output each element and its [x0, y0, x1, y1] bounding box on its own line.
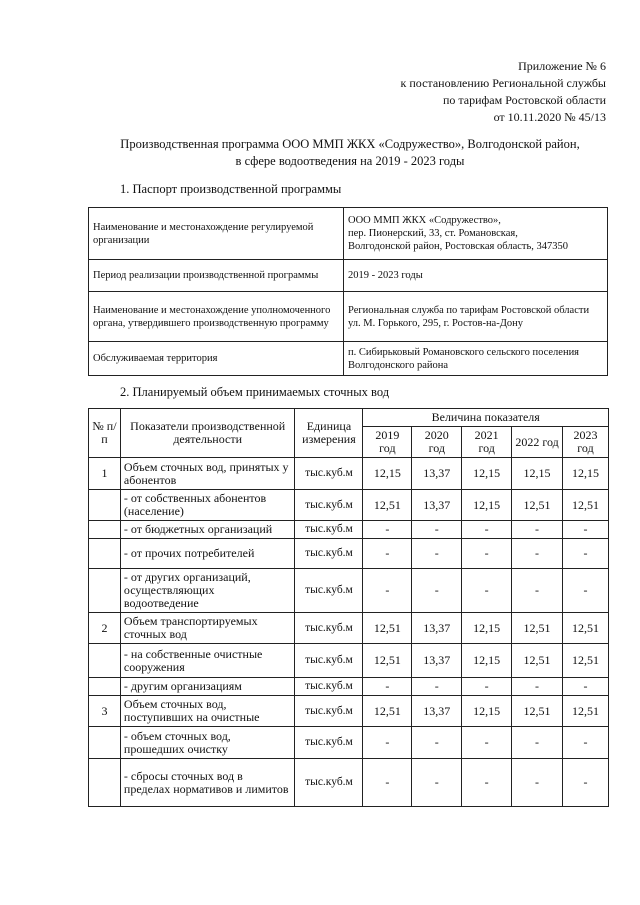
passport-value-line: ул. М. Горького, 295, г. Ростов-на-Дону — [348, 317, 523, 329]
passport-value-line: пер. Пионерский, 33, ст. Романовская, — [348, 228, 518, 239]
table-row — [89, 521, 609, 539]
row-indicator: - объем сточных вод, прошедших очистку — [120, 727, 295, 759]
row-value-2023: - — [563, 678, 609, 696]
row-indicator: - от других организаций, осуществляющих водоотведение — [120, 569, 295, 613]
row-value-2023: - — [563, 759, 609, 807]
passport-value-line: 2019 - 2023 годы — [348, 270, 423, 281]
row-number — [89, 521, 121, 539]
header-value-group: Величина показателя — [363, 409, 609, 427]
row-value-2022: - — [512, 521, 563, 539]
table-row — [89, 490, 609, 521]
row-value-2022: - — [512, 727, 563, 759]
header-number: № п/п — [89, 409, 121, 458]
header-year: 2022 год — [512, 427, 563, 458]
table-row — [89, 644, 609, 678]
row-value-2021: - — [462, 521, 512, 539]
row-value-2021: 12,15 — [462, 613, 512, 644]
row-value-2020: - — [412, 521, 462, 539]
row-number — [89, 539, 121, 569]
passport-row-period — [89, 260, 608, 292]
row-value-2023: - — [563, 539, 609, 569]
volume-table — [88, 408, 609, 807]
row-value-2023: 12,15 — [563, 458, 609, 490]
passport-table — [88, 207, 608, 376]
row-value-2020: 13,37 — [412, 696, 462, 727]
document-title — [60, 136, 640, 170]
header-year: 2020 год — [412, 427, 462, 458]
row-unit: тыс.куб.м — [295, 727, 363, 759]
header-year: 2021 год — [462, 427, 512, 458]
passport-value — [344, 342, 608, 376]
row-value-2020: - — [412, 727, 462, 759]
table-row — [89, 458, 609, 490]
header-row-1 — [89, 409, 609, 427]
appendix-date: от 10.11.2020 № 45/13 — [493, 110, 606, 124]
header-unit: Единица измерения — [295, 409, 363, 458]
document-title-line-1: Производственная программа ООО ММП ЖКХ «Содружество», Волгодонской район, — [120, 137, 580, 151]
row-value-2021: - — [462, 539, 512, 569]
table-row — [89, 613, 609, 644]
row-indicator: - сбросы сточных вод в пределах нормативов и лимитов — [120, 759, 295, 807]
row-indicator: Объем сточных вод, принятых у абонентов — [120, 458, 295, 490]
row-value-2019: - — [363, 727, 412, 759]
row-value-2022: - — [512, 678, 563, 696]
row-value-2021: - — [462, 569, 512, 613]
row-indicator: - от бюджетных организаций — [120, 521, 295, 539]
row-value-2019: - — [363, 569, 412, 613]
row-value-2023: 12,51 — [563, 490, 609, 521]
appendix-reference: к постановлению Региональной службы — [400, 76, 606, 90]
row-value-2021: 12,15 — [462, 696, 512, 727]
row-value-2020: - — [412, 678, 462, 696]
row-unit: тыс.куб.м — [295, 759, 363, 807]
row-value-2023: 12,51 — [563, 696, 609, 727]
header-year: 2023 год — [563, 427, 609, 458]
passport-row-organization — [89, 208, 608, 260]
row-number — [89, 727, 121, 759]
row-value-2023: - — [563, 727, 609, 759]
row-value-2021: 12,15 — [462, 490, 512, 521]
row-value-2019: 12,51 — [363, 644, 412, 678]
table-row — [89, 696, 609, 727]
passport-value-line: п. Сибирьковый Романовского сельского поселения Волгодонского района — [348, 346, 580, 371]
section-2-heading: 2. Планируемый объем принимаемых сточных вод — [120, 385, 390, 399]
table-row — [89, 678, 609, 696]
row-indicator: - на собственные очистные сооружения — [120, 644, 295, 678]
row-unit: тыс.куб.м — [295, 696, 363, 727]
row-number — [89, 678, 121, 696]
row-unit: тыс.куб.м — [295, 490, 363, 521]
row-value-2023: - — [563, 569, 609, 613]
row-value-2020: 13,37 — [412, 644, 462, 678]
passport-label: Наименование и местонахождение уполномоченного органа, утвердившего производственную программу — [89, 292, 344, 342]
row-value-2023: - — [563, 521, 609, 539]
row-indicator: Объем сточных вод, поступивших на очистные — [120, 696, 295, 727]
row-value-2019: - — [363, 521, 412, 539]
row-value-2019: - — [363, 759, 412, 807]
row-value-2020: 13,37 — [412, 458, 462, 490]
row-value-2022: 12,51 — [512, 613, 563, 644]
row-value-2022: 12,15 — [512, 458, 563, 490]
row-indicator: - от прочих потребителей — [120, 539, 295, 569]
row-unit: тыс.куб.м — [295, 458, 363, 490]
row-number: 1 — [89, 458, 121, 490]
row-value-2023: 12,51 — [563, 644, 609, 678]
row-value-2022: 12,51 — [512, 644, 563, 678]
row-value-2019: - — [363, 678, 412, 696]
header-indicator: Показатели производственной деятельности — [120, 409, 295, 458]
row-value-2020: - — [412, 759, 462, 807]
row-value-2022: 12,51 — [512, 696, 563, 727]
row-unit: тыс.куб.м — [295, 569, 363, 613]
row-value-2021: 12,15 — [462, 458, 512, 490]
passport-value-line: Волгодонской район, Ростовская область, 347350 — [348, 241, 569, 252]
passport-label: Обслуживаемая территория — [89, 342, 344, 376]
row-unit: тыс.куб.м — [295, 539, 363, 569]
row-value-2020: 13,37 — [412, 613, 462, 644]
row-value-2019: 12,15 — [363, 458, 412, 490]
row-number: 2 — [89, 613, 121, 644]
row-unit: тыс.куб.м — [295, 521, 363, 539]
document-title-line-2: в сфере водоотведения на 2019 - 2023 годы — [235, 154, 465, 168]
row-value-2019: 12,51 — [363, 490, 412, 521]
row-value-2020: - — [412, 539, 462, 569]
row-value-2019: 12,51 — [363, 613, 412, 644]
row-value-2019: - — [363, 539, 412, 569]
row-unit: тыс.куб.м — [295, 613, 363, 644]
passport-row-authority — [89, 292, 608, 342]
row-unit: тыс.куб.м — [295, 644, 363, 678]
row-value-2023: 12,51 — [563, 613, 609, 644]
row-number — [89, 490, 121, 521]
row-value-2021: 12,15 — [462, 644, 512, 678]
table-row — [89, 539, 609, 569]
row-value-2020: - — [412, 569, 462, 613]
row-value-2021: - — [462, 678, 512, 696]
passport-row-territory — [89, 342, 608, 376]
row-value-2021: - — [462, 727, 512, 759]
row-unit: тыс.куб.м — [295, 678, 363, 696]
table-row — [89, 727, 609, 759]
appendix-authority: по тарифам Ростовской области — [442, 93, 606, 107]
passport-value — [344, 292, 608, 342]
table-row — [89, 759, 609, 807]
row-indicator: - другим организациям — [120, 678, 295, 696]
appendix-number: Приложение № 6 — [518, 59, 606, 73]
passport-value-line: Региональная служба по тарифам Ростовской области — [348, 304, 590, 316]
row-value-2022: - — [512, 569, 563, 613]
row-number — [89, 759, 121, 807]
row-indicator: Объем транспортируемых сточных вод — [120, 613, 295, 644]
passport-value — [344, 208, 608, 260]
row-indicator: - от собственных абонентов (население) — [120, 490, 295, 521]
row-value-2022: - — [512, 539, 563, 569]
row-value-2019: 12,51 — [363, 696, 412, 727]
passport-label: Наименование и местонахождение регулируемой организации — [89, 208, 344, 260]
row-number — [89, 569, 121, 613]
section-1-heading: 1. Паспорт производственной программы — [120, 182, 342, 196]
row-value-2020: 13,37 — [412, 490, 462, 521]
row-value-2021: - — [462, 759, 512, 807]
passport-label: Период реализации производственной программы — [89, 260, 344, 292]
row-value-2022: 12,51 — [512, 490, 563, 521]
row-number: 3 — [89, 696, 121, 727]
table-row — [89, 569, 609, 613]
header-year: 2019 год — [363, 427, 412, 458]
row-value-2022: - — [512, 759, 563, 807]
appendix-header — [401, 58, 606, 126]
row-number — [89, 644, 121, 678]
passport-value — [344, 260, 608, 292]
passport-value-line: ООО ММП ЖКХ «Содружество», — [348, 215, 501, 226]
